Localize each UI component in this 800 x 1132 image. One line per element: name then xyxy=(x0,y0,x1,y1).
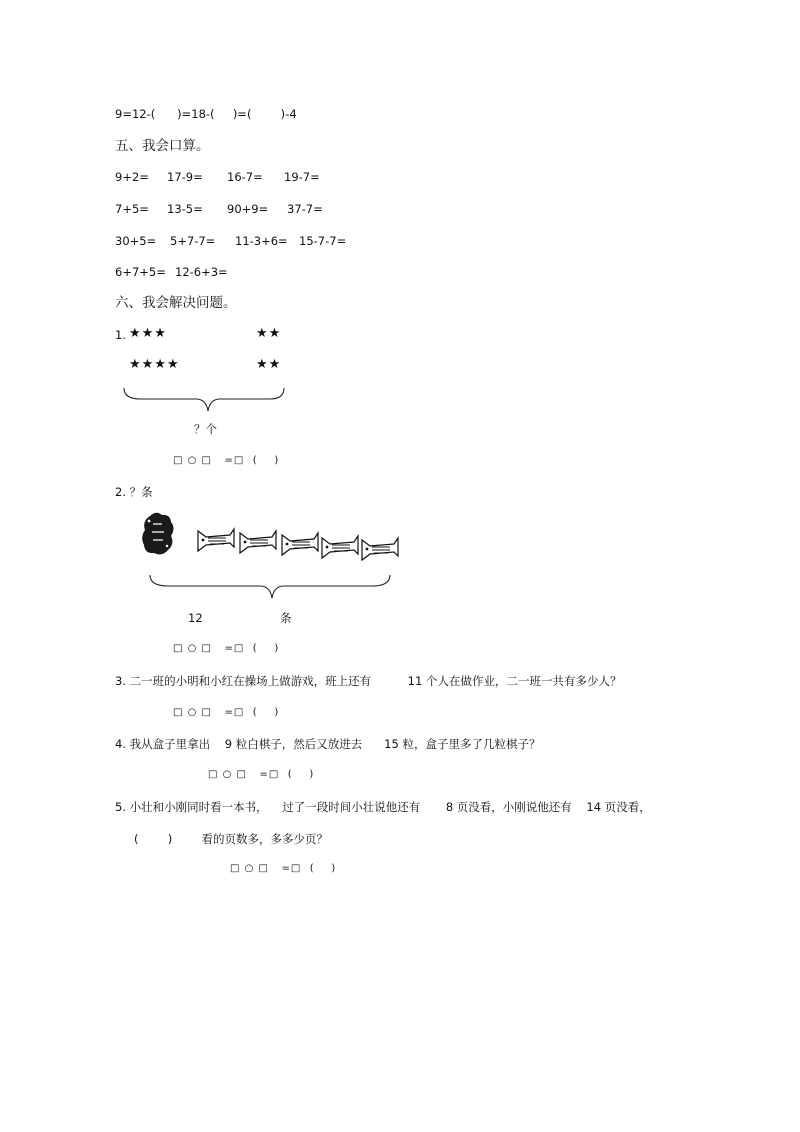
unit-label: 条 xyxy=(280,611,292,625)
fish-icon xyxy=(360,534,400,560)
section-heading-word-problems: 六、我会解决问题。 xyxy=(115,295,237,311)
fish-icon xyxy=(280,529,320,555)
curly-brace xyxy=(146,573,396,603)
fish-icon xyxy=(238,527,278,553)
fish-icon xyxy=(196,525,236,551)
problem-text: 3. 二一班的小明和小红在操场上做游戏，班上还有 11 个人在做作业，二一班一共有多少人？ xyxy=(115,674,622,688)
fish-icon xyxy=(320,532,360,558)
question-label: ？个 xyxy=(194,422,217,436)
problem-text-continued: ( ) 看的页数多，多多少页？ xyxy=(134,832,328,846)
answer-formula: □ ○ □ =□ ( ) xyxy=(208,769,315,780)
curly-brace xyxy=(120,386,290,416)
star-group: ★★★ xyxy=(129,326,167,341)
fish-basket-image xyxy=(140,510,176,558)
math-item: 6+7+5= xyxy=(115,265,166,279)
math-item: 9+2= xyxy=(115,170,149,184)
star-group: ★★★★ xyxy=(129,357,180,372)
answer-formula: □ ○ □ =□ ( ) xyxy=(230,863,337,874)
star-group: ★★ xyxy=(256,357,282,372)
math-item: 11-3+6= xyxy=(235,234,288,248)
math-item: 30+5= xyxy=(115,234,157,248)
problem-text: 4. 我从盒子里拿出 9 粒白棋子，然后又放进去 15 粒，盒子里多了几粒棋子？ xyxy=(115,737,541,751)
math-item: 16-7= xyxy=(227,170,263,184)
section-heading-mental-math: 五、我会口算。 xyxy=(115,138,210,154)
math-item: 12-6+3= xyxy=(175,265,228,279)
answer-formula: □ ○ □ =□ ( ) xyxy=(173,707,280,718)
problem-number: 1. xyxy=(115,328,126,342)
math-item: 90+9= xyxy=(227,202,269,216)
star-group: ★★ xyxy=(256,326,282,341)
math-item: 7+5= xyxy=(115,202,149,216)
math-item: 5+7-7= xyxy=(170,234,216,248)
problem-text: 5. 小壮和小刚同时看一本书， 过了一段时间小壮说他还有 8 页没看，小刚说他还有 14 页没看， xyxy=(115,800,651,814)
math-item: 17-9= xyxy=(167,170,203,184)
fill-in-equation: 9=12-( )=18-( )=( )-4 xyxy=(115,107,297,121)
math-item: 19-7= xyxy=(284,170,320,184)
problem-title: 2. ？条 xyxy=(115,485,153,499)
answer-formula: □ ○ □ =□ ( ) xyxy=(173,643,280,654)
math-item: 13-5= xyxy=(167,202,203,216)
math-item: 15-7-7= xyxy=(299,234,347,248)
answer-formula: □ ○ □ =□ ( ) xyxy=(173,455,280,466)
math-item: 37-7= xyxy=(287,202,323,216)
quantity-label: 12 xyxy=(188,611,203,625)
